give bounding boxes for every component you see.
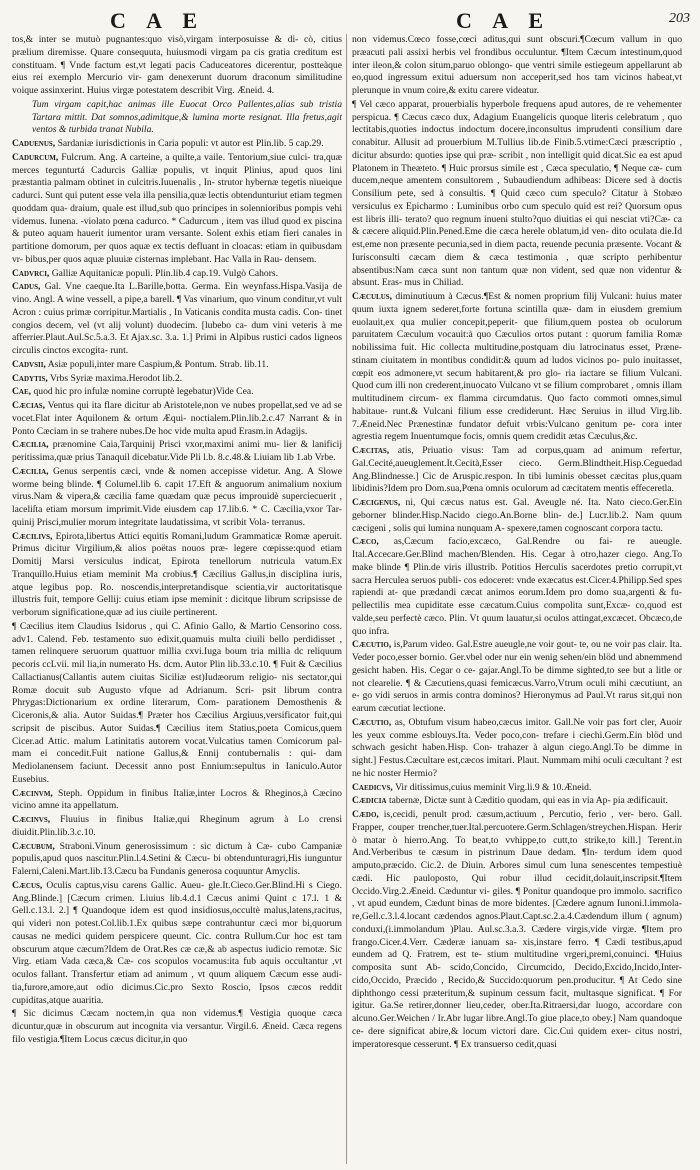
entry-text: tos,& inter se mutuò pugnantes:quo visò,virgam interposuisse & di- cò, citius prælium diremisse. Quare consequuta, huiusmodi virgam pa cis gratia creditum est constituam. ¶ Vnde factum est,vt legati pacis Caduceatores dicerentur, postteàque eius rei exemplo Mercurio vir- gam denexerunt duorum draconum similitudine voique assinxerint. Huius virgæ potestatem describit Virg. Æneid. 4. — [12, 34, 342, 96]
entry-lemma: Cæcias, — [12, 400, 46, 411]
entry-lemma: Cæcilia, — [12, 465, 49, 477]
dictionary-entry — [12, 1008, 342, 1046]
entry-text: ¶ Sic dicimus Cæcam noctem,in qua non videmus.¶ Vestigia quoque cæca dicuntur,quæ in obscurum aut incognita via versantur. Virgil.6. Æneid. Cæca regens filo vestigia.¶Item Locus cæcus dicitur,in quo — [12, 1008, 342, 1045]
dictionary-entry — [352, 497, 682, 535]
entry-text: Gal. Vne caeque.Ita L.Barille,botta. Germa. Ein weynfass.Hispa.Vasija de vino. Angl. A wine vessell, a pipe,a barell. ¶ Vas vinarium, quo vinum conditur,vt vult Acron : cuius primæ corripitur.Martialis , In Vaticanis condita musta cadis. Con- tinet congios decem, vel (vt alij volunt) duodecim. [lubebo ca- dum vini veteris à me afferrier.Plaut.Aul.Sc.5.a.3. Et Ajax.sc. 3.a. 1.] Primi in Alpibus rustici cados ligneos circulis cinctos excogita- runt. — [12, 281, 342, 356]
verse-quote — [12, 99, 342, 137]
dictionary-entry — [12, 788, 342, 814]
entry-text: Vrbs Syriæ maxima.Herodot lib.2. — [50, 372, 183, 384]
dictionary-entry — [352, 445, 682, 496]
running-head-left: C A E — [110, 8, 206, 33]
entry-lemma: Cædicia — [352, 795, 387, 807]
entry-text: non videmus.Cœco fosse,cœci aditus,qui sunt obscuri.¶Cœcum vallum in quo præacuti pali assixi herbis vel frondibus occuluntur. ¶Item Cæcum intestinum,quod inter ileon,& colon situm,paruo oblongo- que ventri simile estiegeum appellarunt ab eo,quod ingressum exitui aduersum non acceperit,sed hos tam vicinos habeat,vt plerunque in vnum coire,& exitu carere videatur. — [352, 34, 682, 96]
dictionary-entry — [352, 99, 682, 290]
dictionary-entry — [12, 373, 342, 386]
entry-lemma: Cadytis, — [12, 372, 48, 384]
running-head-right: C A E — [456, 8, 552, 33]
right-column — [352, 34, 682, 1164]
dictionary-entry — [12, 841, 342, 879]
page-header — [0, 8, 700, 32]
entry-text: quod hic pro infulæ nomine corruptè legebatur)Vide Cea. — [33, 386, 254, 398]
dictionary-entry — [352, 639, 682, 716]
dictionary-entry — [12, 439, 342, 465]
entry-lemma: Cæcutio, — [352, 639, 392, 651]
entry-text: Oculis captus,visu carens Gallic. Aueu- gle.It.Cieco.Ger.Blind.Hi s Ciego. Ang.Blinde.] [Cæcum crimen. Liuius lib.4.d.1 Cæcus animi Quint c 17.l. 1 & Gell.c.13.l. 2.] ¶ Quandoque idem est quod insidiosus,occultè malus,latens,racitus, qui videri non potest.Col.lib.1.Ex quibus sæpe contrahuntur cæci mor bi,quorum causas ne medici quidem perspicere queunt. Cic. contra Rullum.Cur hoc est tam obscurum atque cæcum?Idem de Orat.Res cæ cæ,& ab aspectus iudicio remotæ. Sic Virg. etiam Vada cæca,& Cæ- cos scopulos vocamus:ita fub aquis occultantur ,vt oculos fallant. Transfertur etiam ad animum , vt quum aliquem Cæcum esse audi- tia,furore,amore,aut odio dicimus.Cic.pro Sexto Roscio, Ipsos cæcos reddit cupiditas,atque auaritia. — [12, 879, 342, 1006]
dictionary-entry — [352, 291, 682, 444]
dictionary-entry — [12, 466, 342, 530]
dictionary-entry — [12, 400, 342, 438]
entry-lemma: Cæcilivs, — [12, 530, 53, 542]
entry-text: Steph. Oppidum in finibus Italiæ,inter Locros & Rheginos,à Cæcino vicino amne ita appellatum. — [12, 787, 342, 812]
dictionary-entry — [12, 880, 342, 1008]
entry-lemma: Cae, — [12, 386, 32, 398]
entry-lemma: Cadurcum, — [12, 151, 59, 163]
entry-lemma: Cæcutio, — [352, 716, 392, 728]
entry-text: Ventus qui ita flare dicitur ab Aristotele,non ve nubes propellat,sed ve ad se vocet.Flat inter Aquilonem & ortum Æqui- noctialem.Plin.lib.2.c.47 Narrant & in Ponto Cæciam in se trahere nubes.De hoc vide multa apud Erasm.in Adagijs. — [12, 400, 342, 437]
entry-lemma: Cadvrci, — [12, 267, 50, 279]
entry-lemma: Caduenus, — [12, 138, 56, 149]
dictionary-entry — [12, 386, 342, 399]
entry-text: Sardaniæ iurisdictionis in Caria populi: vt autor est Plin.lib. 5 cap.29. — [57, 138, 324, 149]
entry-text: as,Cæcum facio,excæco, Gal.Rendre ou fai- re aueugle. Ital.Accecare.Ger.Blind machen/Blenden. His. Cegar à otro,hazer ciego. Ang.To make blinde ¶ Plin.de viris illustrib. Potitios Herculis sacerdotes pretio corrupit,vt sacra Herculea seruos publi- cos edoceret: vnde exæcatus est.Cicer.4.Philipp.Sed spes rapiendi at- que prædandi cæcat animos eorum.Idem pro domo sua,argenti & fu- pellectilis mea cupiditate esse cæcatum.Cuius compolita sunt,Excæ- co,quod est valde,seu perfectè cæco. Plin. Vt quum lauatur,si oculos attingat,excæcet. Obcæco,de quo infra. — [352, 536, 682, 637]
dictionary-entry — [12, 814, 342, 840]
dictionary-entry — [12, 152, 342, 267]
entry-lemma: Cadus, — [12, 281, 41, 293]
page-number: 203 — [669, 11, 690, 26]
entry-lemma: Cæcigenus, — [352, 497, 401, 508]
entry-text: Asiæ populi,inter mare Caspium,& Pontum. Strab. lib.11. — [47, 358, 269, 370]
dictionary-entry — [352, 795, 682, 808]
entry-lemma: Cæcubum, — [12, 840, 55, 852]
entry-text: as, Obtufum visum habeo,cæcus imitor. Gall.Ne voir pas fort cler, Auoir les yeux comme esblouys.Ita. Veder poco,con- trefare i ciechi.Germ.Ein blöd und schwach gesicht haben.Hisp. Con- trahazer à algun ciego.Angl.To be dimme in sight.] Festus.Cæcultare est,cæcos imitari. Plaut. Nummam mihi oculi cæcultant ? est ne hic noster Hermio? — [352, 716, 682, 779]
entry-text: is,Parum video. Gal.Estre aueugle,ne voir gout- te, ou ne voir pas clair. Ita. Veder poco,esser bornio. Ger.vbel oder nur ein wenig sehen/ein blöd und abnemmend gesicht haben. His. Cegar o ce- gajar.Angl.To be dimme sighted,to see but a litle or not clearelie. ¶ & Cæcutiens,quasi femicæcus.Varro,Vtrum oculi mihi cæcutiunt, an e- go vidi seruos in armis contra dominos? Hieronymus ad Paul.Vt rarus sit,qui non earum cæcutiat lectione. — [352, 639, 682, 714]
entry-text: Galliæ Aquitanicæ populi. Plin.lib.4 cap.19. Vulgò Cahors. — [51, 267, 279, 279]
continued-entry — [352, 34, 682, 98]
column-divider — [346, 34, 347, 1164]
dictionary-entry — [12, 268, 342, 281]
entry-text: atis, Priuatio visus: Tam ad corpus,quam ad animum refertur, Gal.Cecité,aueuglement.It.Cecità,Esser cieco. Germ.Blindtheit.Hisp.Ceguedad Ang.Blindnesse.] Cic de Aruspic.respon. In tibi luminis obesset cæcitas plus,quam libidinis?Idem pro Dom.sua,Pœna omnis oculorum ad cæcitatem mentis effeceretla. — [352, 445, 682, 495]
entry-lemma: Cæcilia, — [12, 439, 49, 451]
entry-lemma: Cæco, — [352, 536, 379, 548]
entry-text: diminutiuum à Cæcus.¶Est & nomen proprium filij Vulcani: huius mater quum iuxta ignem sederet,forte fortuna scintilla quæ- dam in eiusdem gremium euolauit,ex qua mulier concepit,peperit- que filium,quem postea ob oculorum paruitatem Cæculum vocauit:à quo Cæculios ortos putant : quorum familia Romæ nobilissima fuit. Hic collecta multitudine,postquam diu latrocinatus esset, Præne- stinam ciuitatem in montibus condidit:& quum ad ludos vicinos po- pulo inuitasset, cœpit eos admonere,vt secum habitarent,& pro glo- ria iactare se filium Vulcani. Quod cum illi non crederent,inuocato Vulcano vt se filium comprobaret , omnis illam multitudinem circum- ex flamma circumdatus. Quo facto commoti omnes,simul habitaue- runt.& Vulcani filium esse crediderunt. Hæc Seruius in illud Virg.lib. 7.Æneid.Nec Prænestinæ fundator defuit vrbis:Vulcano genitum pe- cora inter agrestia regem Inuentumque focis, omnis quem credidit ætas Cæculus,&c. — [352, 291, 682, 443]
dictionary-entry — [12, 359, 342, 372]
dictionary-entry — [352, 536, 682, 638]
entry-lemma: Cædo, — [352, 809, 379, 820]
entry-text: Genus serpentis cæci, vnde & nomen accepisse videtur. Ang. A Slowe worme being blinde. ¶ Columel.lib 6. capit 17.Eft & anguorum animalium noxium virus.Nam & vipera,& cæcilia fame quædam quæ pecus improuidè superciecuerit , laceliſta etiam morsum imprimit.Vide eiusdem cap 17.lib.6. * C. Cæcilia,vxor Tar- quinij Prisci,mulier morum integritate laudatissima, vt scribit Vola- terranus. — [12, 465, 342, 528]
entry-text: is,cecidi, penult prod. cæsum,actiuum , Percutio, ferio , ver- bero. Gall. Frapper, couper trencher,tuer.Ital.percuotere.Germ.Schlagen/streychen.Hispan. Herir ò matar ò hierro.Ang. To beat,to vvhippe,to cutt,to strike,to kill.] Terent.in And.Verberibus te cæsum in pistrinum Daue dedam. ¶In- terdum idem quod amputo,præcido. Cic.2. de Diuin. Arbores simul cum luna senescentes tempestiuè cædi. Hic pauloposto, Qui robur illud cecidit,dolauit,inscripsit.¶Item Occido.Virg.2.Æneid. Cæduntur vi- giles. ¶ Ponitur quandoque pro immolo. sacrifico , vt apud eundem, Cædunt binas de more bidentes. [Cædere agnum Iunoni.l.immola- re,Gell.c.3.l.4.locant cædendos agnos.Plaut.Capt.sc.2.a.4.Cædendum illum ( agnum) conduxi,(i.immolandum )Plau. Aul.sc.3.a.3. Cædere virgis,vide virgæ. ¶Item pro frango.Cicer.4.Verr. Cæderæ ianuam sa- xis,instare ferro. ¶ Cædi testibus,apud eundem ad Q. Fratrem, est te- stium multitudine vrgeri,premi,conuinci. ¶Huius composita sunt Ab- scido,Concido, Circumcido, Decido,Excido,Incido,Inter- cido,Occido, Præcido , Recido,& Succido:quorum pen.producitur. ¶ At Cedo sine diphthongo cessi præteritum,& supinum cessum facit, multasque significat. ¶ For igitur. Ga.Se retirer,donner lieu,ceder, ober.Ita.Ritraersi,dar luogo, accordare con alcuno.Ger.Weichen / Ir.Abr lugar libre.Angl.To giue place,to obey.] Nam quandoque ce- dere significat abire,& locum victori dare. Cic.Cui quidem exer- citus nostri, imperatoresque cesserunt. ¶ Ex transuerso cedit,quasi — [352, 809, 682, 1050]
entry-text: Tum virgam capit,hac animas ille Euocat Orco Pallentes,alias sub tristia Tartara mittit. Dat somnos,adimitque,& lumina morte resignat. Illa fretus,agit ventos & turbida tranat Nubila. — [32, 98, 342, 136]
entry-text: Epirota,libertus Attici equitis Romani,ludum Grammaticæ Romæ aperuit. Primus dicitur Virgilium,& alios poëtas nouos præ- legere cœpisse:quod etiam Domitij Marsi versiculus indicat, Epirota tenellorum nutricula vatum.Ex Tranquillo.Huius etiam meminit Ma crobius.¶ Cæcilius Gallus,in disciplina iuris, atque legibus pop. Ro. noscendis,interpretandisque scientia,vir auctoritatisque illustris fuit, tempore Gellij: cuius etiam ipse meminit : dicitque librum scripsisse de verborum significatione,quæ ad ius ciuile pertinerent. — [12, 530, 342, 618]
entry-lemma: Cæcus, — [12, 879, 43, 891]
dictionary-entry — [352, 717, 682, 781]
dictionary-entry — [352, 782, 682, 795]
continued-entry — [12, 34, 342, 98]
entry-text: ¶ Cæcilius item Claudius Isidorus , qui C. Afinio Gallo, & Martio Censorino coss. adv1. Calend. Feb. testamento suo edixit,quamuis multa ciuili bello perdidisset , tamen relinquere seruorum quattuor millia cxvi.Iuga boum tria millia dc reliquum pecoris ccLvii. mil lia,in numerato Hs. dcm. Autor Plin lib.33.c.10. ¶ Fuit & Cæcilius Callactianus(Callantis autem ciuitas Siciliæ est)Iudæorum religio- nis sectator,qui Romæ docuit sub Augusto vfque ad Adrianum. Scri- psit librum contra Phrygas:Dictionarium ex ordine literarum, Com- parationem Demosthenis & Ciceronis,& alia. Autor Suidas.¶ Præter hos Cæcilius Argiuus,versificator fuit,qui scripsit de piscibus. Autor Suidas.¶ Cæcilius item Statius,poeta Comicus,quem Cicer.ad Attic. malum Latinitatis autorem vocat.Vulcatius tamen Comicorum pal- mam ei concedit.Fuit natione Gallus,& Ennij contubernalis : qui- dam Mediolanensem faciunt. Decessit anno post Ennium:sepultus in Ianiculo.Autor Eusebius. — [12, 620, 342, 785]
entry-lemma: Caedicvs, — [352, 781, 393, 793]
dictionary-entry — [12, 531, 342, 620]
entry-text: Vir ditissimus,cuius meminit Virg.li.9 & 10.Æneid. — [395, 781, 592, 793]
entry-lemma: Cæcinvm, — [12, 787, 53, 799]
entry-lemma: Cadvsii, — [12, 358, 46, 370]
entry-text: ¶ Vel cæco apparat, prouerbialis hyperbole frequens apud autores, de re vehementer perspicua. ¶ Cæcus cæco dux, Adagium Euangelicis quoque literis celebratum , quo lectitabis,quoties indoctus indoctum docere,inconsultus imprudenti consilium dare conabitur. Allusit ad prouerbium M.Tullius lib.de Finib.5.vtime:Cæci præscriptio , dicitur absurdo: quoties ipse qui præ- scribit , non intelligit quid dicat.Sic ea est apud Platonem in Theæteto. ¶ Huic prorsus simile est , Cæca speculatio, ¶ Neque cæ- cum ducem,neque amentem consultorem , Subaudiendum adhibeas: Dicere sed à doctis Consilium pete, sed à consultis. ¶ Quid cæco cum speculo? Citatur à Stobæo versiculus ex Epicharmo : Luminibus orbo cum speculo quid est rei? Quorsum opus est libris illi- terato? quo regnum inueni stulto?quo diuitias ei qui nesciat vti?Cæ- ca & cæcere aliquid.Plin.Pened.Eme die cæca herele oblatum,id ven- dito oculata die.Id est,eme non præsente pecunia,sed in diem pacta, reuende pecunia præsente. Vocant & Iurisconsulti cæcam diem & cæca testimonia , quæ scripto perhibentur absentibus:Nam cæca sunt non tantum quæ non vident, sed quæ non videntur & absunt. Eras- mus in Chiliad. — [352, 98, 682, 289]
dictionary-entry — [12, 281, 342, 358]
entry-text: Fluuius in finibus Italiæ,qui Rheginum agrum à Lo crensi diuidit.Plin.lib.3.c.10. — [12, 814, 342, 838]
entry-text: Fulcrum. Ang. A carteine, a quilte,a vaile. Tentorium,siue culci- tra,quæ merces tegunturtá Cadurcis Galliæ populis, vt inquit Plinius, apud quos lini præstantia palmam obtinet in culcitris.Iuuenalis , In- strutor hybernæ tegetis niueique cadurci. Sunt qui putent esse vela illa pensilia,quæ lectis obtendunturiut etiam tegmen quoddam qua- draium, quale est illud,sub quo principes in solennioribus pompis vehi videmus. Iunena. -violato pœna cadurco. * Cadurcum , item vas illud quod ex piscina & puteo aquam hauerit iumentor uram versante. Solent exhis etiam fieri canales in partitione domorum, per quos aquæ ex tectis defluant in cloacas: etiam in quibusdam vr- bibus,per quos aquæ pluuiæ cisternas implebant. Hac Valla in Rau- densem. — [12, 151, 342, 265]
entry-lemma: Cæcinvs, — [12, 814, 51, 825]
dictionary-entry — [352, 809, 682, 1051]
entry-lemma: Cæcitas, — [352, 445, 390, 456]
entry-text: Straboni.Vinum generosissimum : sic dictum à Cæ- cubo Campaniæ populis,apud quos nascitur.Plin.l.4.Setini & Cæcu- bi obtendunturagri,His iunguntur Falerni,Caleni.Mart.lib.13.Cæcu ba Fundanis generosa coquuntur Amyclis. — [12, 840, 342, 877]
dictionary-entry — [12, 138, 342, 151]
left-column — [12, 34, 342, 1164]
entry-text: prænomine Caia,Tarquinij Prisci vxor,maximi animi mu- lier & lanificij peritissima,quæ prius Tanaquil dicebatur.Vide Pli l.b. 8.c.48.& Liuiam lib 1.ab Vrbe. — [12, 439, 342, 463]
dictionary-entry — [12, 621, 342, 787]
entry-lemma: Cæculus, — [352, 291, 393, 302]
entry-text: ni, Qui cæcus natus est. Gal. Aveugle né. Ita. Nato cieco.Ger.Ein geborner blinder.Hisp.Nacido ciego.An.Borne blin- de.] Lucr.lib.2. Nam quum cæcigeni , solis qui lumina nunquam A- spexere,tamen cognoscant corpora tactu. — [352, 497, 682, 534]
entry-text: tabernæ, Dictæ sunt à Cæditio quodam, qui eas in via Ap- pia ædificauit. — [388, 795, 668, 807]
